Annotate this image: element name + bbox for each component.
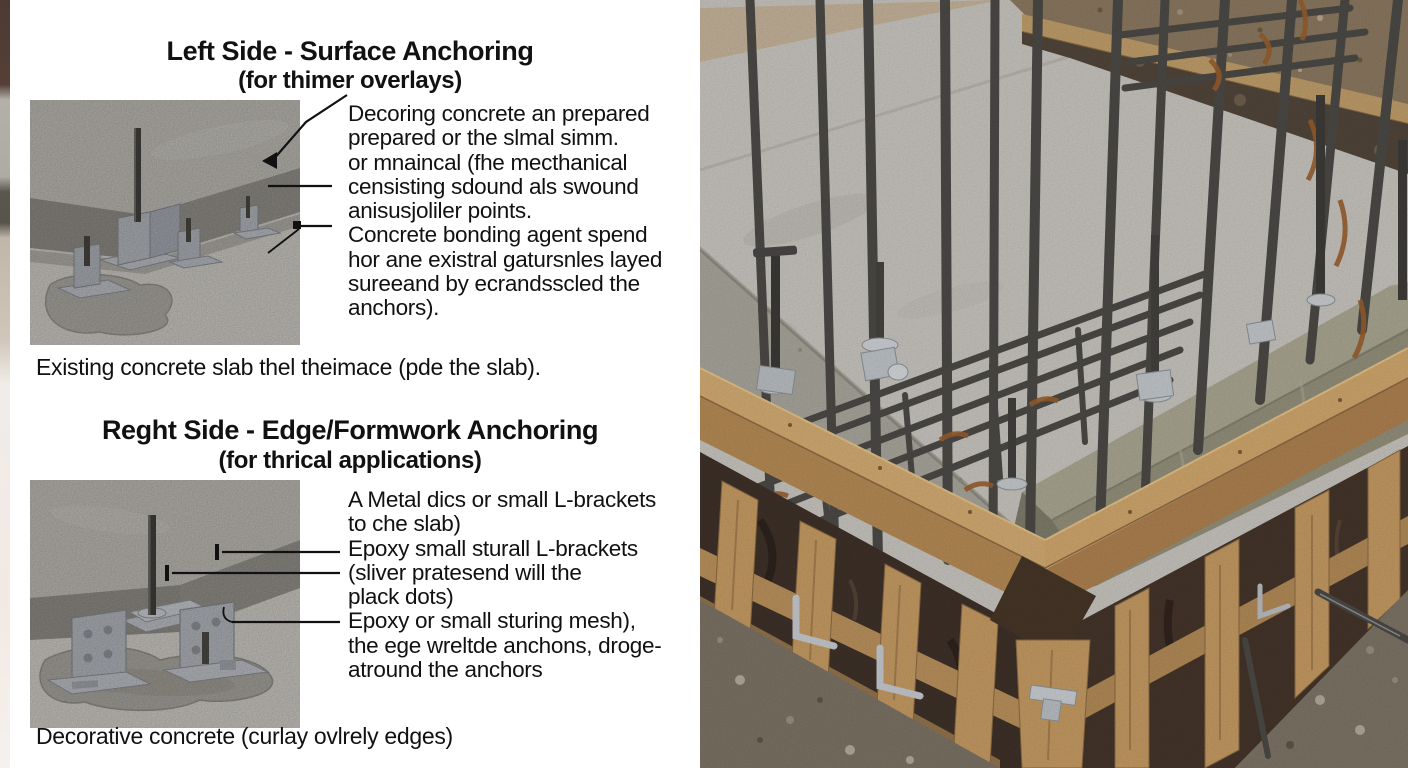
section1-title: Left Side - Surface Anchoring <box>166 36 534 66</box>
annotation-line: (sliver pratesend will the <box>348 559 582 585</box>
surface-anchoring-photo <box>30 100 300 345</box>
annotation-line: anisusjoliler points. <box>348 198 532 224</box>
annotation-line: Epoxy or small sturing mesh), <box>348 608 636 634</box>
annotation-line: plack dots) <box>348 584 454 610</box>
section2-annotation <box>348 488 683 682</box>
annotation-line: to che slab) <box>348 511 461 537</box>
annotation-line: the ege wreltde anchons, droge- <box>348 632 662 658</box>
construction-site-photo <box>700 0 1408 768</box>
annotation-line: hor ane existral gatursnles layed <box>348 246 663 272</box>
annotation-line: sureeand by ecrandsscled the <box>348 271 640 297</box>
section2-caption: Decorative concrete (curlay ovlrely edges) <box>36 723 453 749</box>
section2-subtitle: (for thrical applications) <box>218 447 482 474</box>
section1-subtitle: (for thimer overlays) <box>238 67 462 94</box>
section1-annotation <box>348 102 683 321</box>
annotation-line: prepared or the slmal simm. <box>348 125 619 151</box>
annotation-line: Decoring concrete an prepared <box>348 101 650 126</box>
annotation-line: Concrete bonding agent spend <box>348 222 648 248</box>
annotation-line: censisting sdound als swound <box>348 173 639 199</box>
annotation-line: A Metal dics or small L-brackets <box>348 487 657 512</box>
annotation-line: anchors). <box>348 295 440 321</box>
edge-formwork-anchoring-photo <box>30 480 300 728</box>
annotation-line: atround the anchors <box>348 657 543 683</box>
left-edge-photo-sliver <box>0 0 10 768</box>
annotation-line: or mnaincal (fhe mecthanical <box>348 149 628 175</box>
annotation-line: Epoxy small sturall L-brackets <box>348 535 638 561</box>
section2-title: Reght Side - Edge/Formwork Anchoring <box>101 415 599 445</box>
section1-caption: Existing concrete slab thel theimace (pde the slab). <box>36 354 541 380</box>
